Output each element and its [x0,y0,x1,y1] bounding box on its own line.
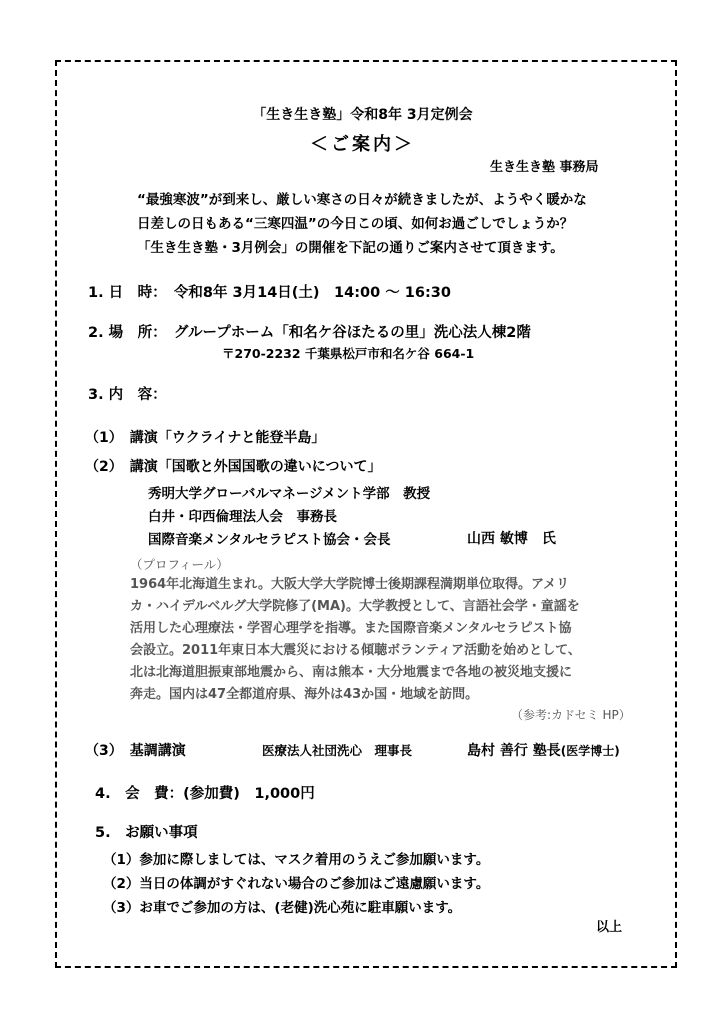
lecture-1: （1） 講演「ウクライナと能登半島」 [85,430,326,446]
speaker-name: 山西 敏博 氏 [467,531,556,547]
speaker-affiliation: 国際音楽メンタルセラピスト協会・会長 [148,532,391,548]
requests-heading: 5. お願い事項 [95,825,198,841]
profile-heading: （プロフィール） [130,557,229,572]
keynote-speaker [467,740,620,760]
notice-subtitle: ＜ご案内＞ [310,134,415,155]
place-item: 2. 場 所： グループホーム「和名ケ谷ほたるの里」洗心法人棟2階 [88,325,531,341]
profile-line: カ・ハイデルベルグ大学院修了(MA)。大学教授として、言語社会学・童謡を [130,599,580,614]
request-item: （2）当日の体調がすぐれない場合のご参加はご遠慮願います。 [103,876,490,892]
profile-reference: （参考:カドセミ HP） [511,708,631,722]
greeting-line: “最強寒波”が到来し、厳しい寒さの日々が続きましたが、ようやく暖かな [137,192,587,208]
keynote-label: （3） 基調講演 [85,743,186,759]
keynote-name: 島村 善行 塾長 [467,743,561,759]
profile-line: 活用した心理療法・学習心理学を指導。また国際音楽メンタルセラピスト協 [130,621,572,636]
datetime-item: 1. 日 時： 令和8年 3月14日(土) 14:00 ～ 16:30 [88,285,451,301]
notice-title: 「生き生き塾」令和8年 3月定例会 [252,107,473,123]
content-item: 3. 内 容： [88,387,167,403]
greeting-line: 日差しの日もある“三寒四温”の今日この頃、如何お過ごしでしょうか？ [137,216,574,232]
profile-text [130,574,660,706]
closing-mark: 以上 [596,920,623,935]
speaker-affiliation: 白井・印西倫理法人会 事務長 [148,509,337,525]
keynote-organization: 医療法人社団洗心 理事長 [262,743,413,758]
lecture-2: （2） 講演「国歌と外国国歌の違いについて」 [85,459,382,475]
keynote-title: (医学博士) [560,744,620,758]
speaker-affiliation: 秀明大学グローバルマネージメント学部 教授 [148,486,431,502]
address: 〒270-2232 千葉県松戸市和名ケ谷 664-1 [222,346,475,361]
request-item: （1）参加に際しましては、マスク着用のうえご参加願います。 [103,852,490,868]
office-name: 生き生き塾 事務局 [490,160,599,175]
profile-line: 会設立。2011年東日本大震災における傾聴ボランティア活動を始めとして、 [130,643,581,658]
profile-line: 1964年北海道生まれ。大阪大学大学院博士後期課程満期単位取得。アメリ [130,577,570,592]
request-item: （3）お車でご参加の方は、(老健)洗心苑に駐車願います。 [103,900,462,916]
profile-line: 奔走。国内は47全都道府県、海外は43か国・地域を訪問。 [130,687,479,702]
fee-item: 4. 会 費：(参加費) 1,000円 [95,786,315,802]
greeting-line: 「生き生き塾・3月例会」の開催を下記の通りご案内させて頂きます。 [137,240,564,256]
profile-line: 北は北海道胆振東部地震から、南は熊本・大分地震まで各地の被災地支援に [130,665,573,680]
